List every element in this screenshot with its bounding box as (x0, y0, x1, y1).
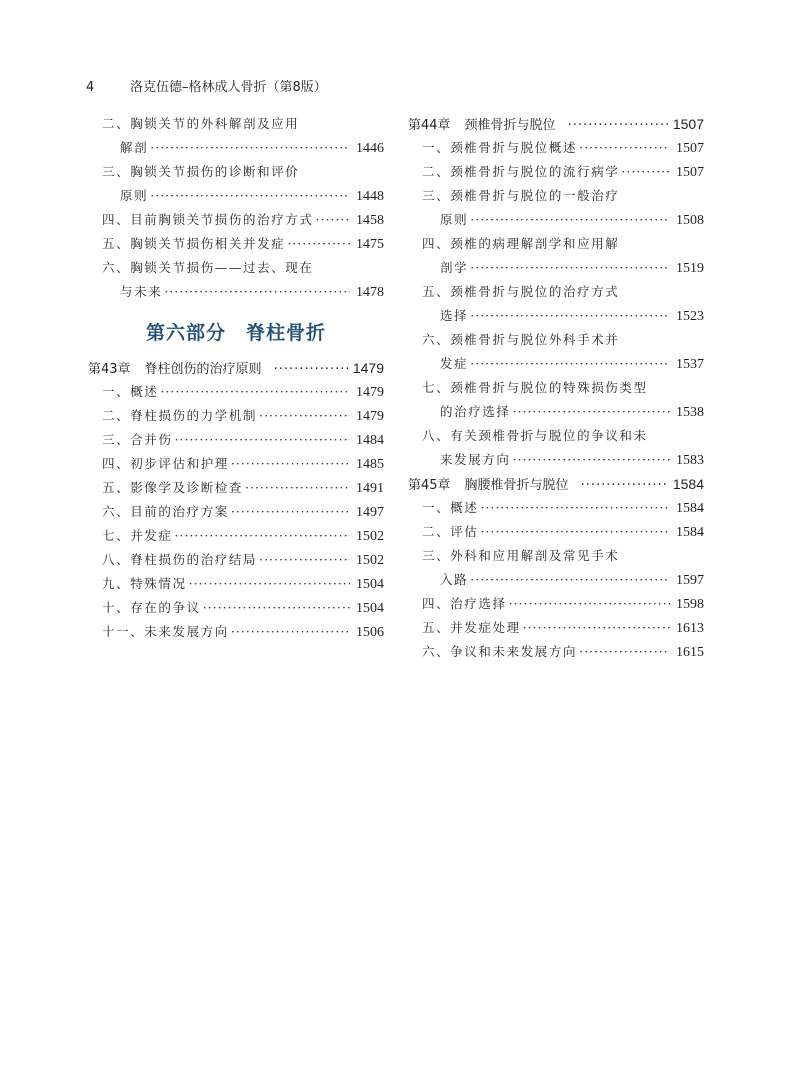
toc-entry[interactable] (88, 500, 384, 524)
entry-text: 四、初步评估和护理 (102, 456, 229, 471)
toc-entry[interactable] (408, 544, 704, 568)
entry-text: 二、评估 (422, 524, 479, 539)
toc-entry[interactable] (408, 352, 704, 376)
entry-page: 1584 (676, 501, 704, 516)
toc-entry[interactable] (88, 404, 384, 428)
toc-entry[interactable] (408, 232, 704, 256)
leader-dots (513, 400, 670, 424)
entry-page: 1584 (676, 525, 704, 540)
entry-text: 十一、未来发展方向 (102, 624, 229, 639)
toc-entry[interactable] (88, 452, 384, 476)
leader-dots (175, 524, 350, 548)
entry-text: 原则 (440, 212, 469, 227)
leader-dots (470, 304, 670, 328)
chapter-title: 颈椎骨折与脱位 (464, 118, 556, 133)
leader-dots (164, 280, 350, 304)
entry-text: 来发展方向 (440, 452, 511, 467)
entry-page: 1448 (356, 189, 384, 204)
toc-entry[interactable] (88, 524, 384, 548)
entry-text: 三、外科和应用解剖及常见手术 (422, 548, 620, 563)
leader-dots (470, 568, 670, 592)
entry-text: 七、颈椎骨折与脱位的特殊损伤类型 (422, 380, 648, 395)
entry-page: 1479 (356, 385, 384, 400)
toc-entry[interactable] (88, 136, 384, 160)
entry-page: 1537 (676, 357, 704, 372)
entry-text: 与未来 (120, 284, 163, 299)
leader-dots (568, 114, 669, 138)
entry-page: 1538 (676, 405, 704, 420)
toc-left-column (88, 112, 384, 644)
page-number: 4 (86, 80, 95, 95)
leader-dots (513, 448, 670, 472)
chapter-page: 1507 (672, 116, 704, 132)
entry-text: 八、脊柱损伤的治疗结局 (102, 552, 258, 567)
leader-dots (480, 520, 670, 544)
toc-entry[interactable] (408, 520, 704, 544)
entry-text: 三、胸锁关节损伤的诊断和评价 (102, 164, 300, 179)
toc-entry[interactable] (408, 136, 704, 160)
entry-page: 1446 (356, 141, 384, 156)
toc-entry[interactable] (88, 596, 384, 620)
entry-text: 五、颈椎骨折与脱位的治疗方式 (422, 284, 620, 299)
entry-text: 五、并发症处理 (422, 620, 521, 635)
leader-dots (150, 184, 350, 208)
leader-dots (287, 232, 350, 256)
entry-page: 1485 (356, 457, 384, 472)
entry-text: 十、存在的争议 (102, 600, 201, 615)
leader-dots (579, 640, 670, 664)
leader-dots (316, 208, 350, 232)
toc-entry[interactable] (88, 208, 384, 232)
entry-text: 的治疗选择 (440, 404, 511, 419)
entry-page: 1507 (676, 165, 704, 180)
leader-dots (523, 616, 670, 640)
entry-page: 1502 (356, 529, 384, 544)
toc-entry[interactable] (408, 376, 704, 400)
toc-entry[interactable] (88, 548, 384, 572)
continued-sections (88, 112, 384, 304)
entry-text: 五、影像学及诊断检查 (102, 480, 244, 495)
toc-entry[interactable] (88, 256, 384, 280)
leader-dots (274, 358, 349, 382)
entry-text: 解剖 (120, 140, 149, 155)
leader-dots (579, 136, 670, 160)
entry-text: 六、目前的治疗方案 (102, 504, 229, 519)
toc-entry[interactable] (408, 160, 704, 184)
leader-dots (150, 136, 350, 160)
leader-dots (621, 160, 670, 184)
toc-entry[interactable] (408, 640, 704, 664)
leader-dots (160, 380, 350, 404)
entry-text: 二、脊柱损伤的力学机制 (102, 408, 258, 423)
chapter-page: 1584 (672, 476, 704, 492)
toc-right-column (408, 112, 704, 664)
toc-entry[interactable] (88, 572, 384, 596)
entry-text: 二、胸锁关节的外科解剖及应用 (102, 116, 300, 131)
toc-entry[interactable] (88, 160, 384, 184)
part-title (88, 310, 384, 356)
toc-entry[interactable] (88, 476, 384, 500)
entry-text: 剖学 (440, 260, 469, 275)
leader-dots (470, 352, 670, 376)
entry-page: 1506 (356, 625, 384, 640)
chapter-number: 第45章 (408, 478, 451, 493)
entry-page: 1504 (356, 601, 384, 616)
leader-dots (509, 592, 670, 616)
toc-entry[interactable] (408, 184, 704, 208)
toc-entry[interactable] (408, 616, 704, 640)
leader-dots (231, 452, 350, 476)
entry-page: 1458 (356, 213, 384, 228)
entry-text: 一、颈椎骨折与脱位概述 (422, 140, 578, 155)
entry-text: 七、并发症 (102, 528, 173, 543)
entry-text: 发症 (440, 356, 469, 371)
toc-entry[interactable] (88, 112, 384, 136)
entry-page: 1583 (676, 453, 704, 468)
entry-page: 1615 (676, 645, 704, 660)
chapter-44-sections (408, 136, 704, 472)
toc-entry[interactable] (408, 328, 704, 352)
page-header (86, 76, 327, 95)
toc-entry[interactable] (88, 232, 384, 256)
entry-page: 1504 (356, 577, 384, 592)
entry-text: 四、治疗选择 (422, 596, 507, 611)
entry-page: 1519 (676, 261, 704, 276)
entry-page: 1597 (676, 573, 704, 588)
entry-page: 1507 (676, 141, 704, 156)
leader-dots (480, 496, 670, 520)
entry-text: 三、颈椎骨折与脱位的一般治疗 (422, 188, 620, 203)
entry-text: 六、胸锁关节损伤——过去、现在 (102, 260, 314, 275)
entry-page: 1484 (356, 433, 384, 448)
leader-dots (470, 256, 670, 280)
entry-page: 1508 (676, 213, 704, 228)
leader-dots (470, 208, 670, 232)
entry-page: 1598 (676, 597, 704, 612)
toc-entry[interactable] (88, 280, 384, 304)
toc-entry[interactable] (408, 568, 704, 592)
entry-page: 1497 (356, 505, 384, 520)
leader-dots (231, 500, 350, 524)
entry-text: 八、有关颈椎骨折与脱位的争议和未 (422, 428, 648, 443)
chapter-number: 第43章 (88, 362, 131, 377)
entry-page: 1478 (356, 285, 384, 300)
leader-dots (259, 404, 350, 428)
toc-entry[interactable] (88, 620, 384, 644)
toc-entry[interactable] (408, 400, 704, 424)
chapter-page: 1479 (352, 360, 384, 376)
entry-text: 二、颈椎骨折与脱位的流行病学 (422, 164, 620, 179)
toc-entry[interactable] (408, 592, 704, 616)
chapter-44-heading[interactable] (408, 112, 704, 136)
toc-entry[interactable] (408, 424, 704, 448)
leader-dots (581, 474, 669, 498)
entry-text: 三、合并伤 (102, 432, 173, 447)
chapter-45-sections (408, 496, 704, 664)
toc-entry[interactable] (88, 184, 384, 208)
entry-page: 1491 (356, 481, 384, 496)
leader-dots (189, 572, 350, 596)
entry-page: 1523 (676, 309, 704, 324)
leader-dots (203, 596, 350, 620)
chapter-title: 脊柱创伤的治疗原则 (144, 362, 262, 377)
toc-entry[interactable] (408, 208, 704, 232)
leader-dots (175, 428, 350, 452)
entry-text: 原则 (120, 188, 149, 203)
entry-page: 1613 (676, 621, 704, 636)
entry-page: 1502 (356, 553, 384, 568)
book-title: 洛克伍德–格林成人骨折（第8版） (130, 80, 327, 95)
toc-entry[interactable] (408, 256, 704, 280)
entry-text: 一、概述 (102, 384, 159, 399)
chapter-number: 第44章 (408, 118, 451, 133)
toc-entry[interactable] (88, 428, 384, 452)
chapter-43-heading[interactable] (88, 356, 384, 380)
toc-entry[interactable] (408, 280, 704, 304)
part-name: 脊柱骨折 (246, 322, 327, 344)
leader-dots (245, 476, 350, 500)
toc-entry[interactable] (408, 304, 704, 328)
leader-dots (231, 620, 350, 644)
entry-page: 1475 (356, 237, 384, 252)
toc-entry[interactable] (408, 448, 704, 472)
leader-dots (259, 548, 350, 572)
chapter-45-heading[interactable] (408, 472, 704, 496)
entry-text: 一、概述 (422, 500, 479, 515)
entry-text: 入路 (440, 572, 469, 587)
entry-text: 六、颈椎骨折与脱位外科手术并 (422, 332, 620, 347)
entry-page: 1479 (356, 409, 384, 424)
chapter-title: 胸腰椎骨折与脱位 (464, 478, 569, 493)
part-number: 第六部分 (145, 322, 226, 344)
entry-text: 六、争议和未来发展方向 (422, 644, 578, 659)
entry-text: 五、胸锁关节损伤相关并发症 (102, 236, 286, 251)
chapter-43-sections (88, 380, 384, 644)
entry-text: 四、颈椎的病理解剖学和应用解 (422, 236, 620, 251)
toc-entry[interactable] (88, 380, 384, 404)
entry-text: 九、特殊情况 (102, 576, 187, 591)
entry-text: 四、目前胸锁关节损伤的治疗方式 (102, 212, 314, 227)
entry-text: 选择 (440, 308, 469, 323)
toc-entry[interactable] (408, 496, 704, 520)
